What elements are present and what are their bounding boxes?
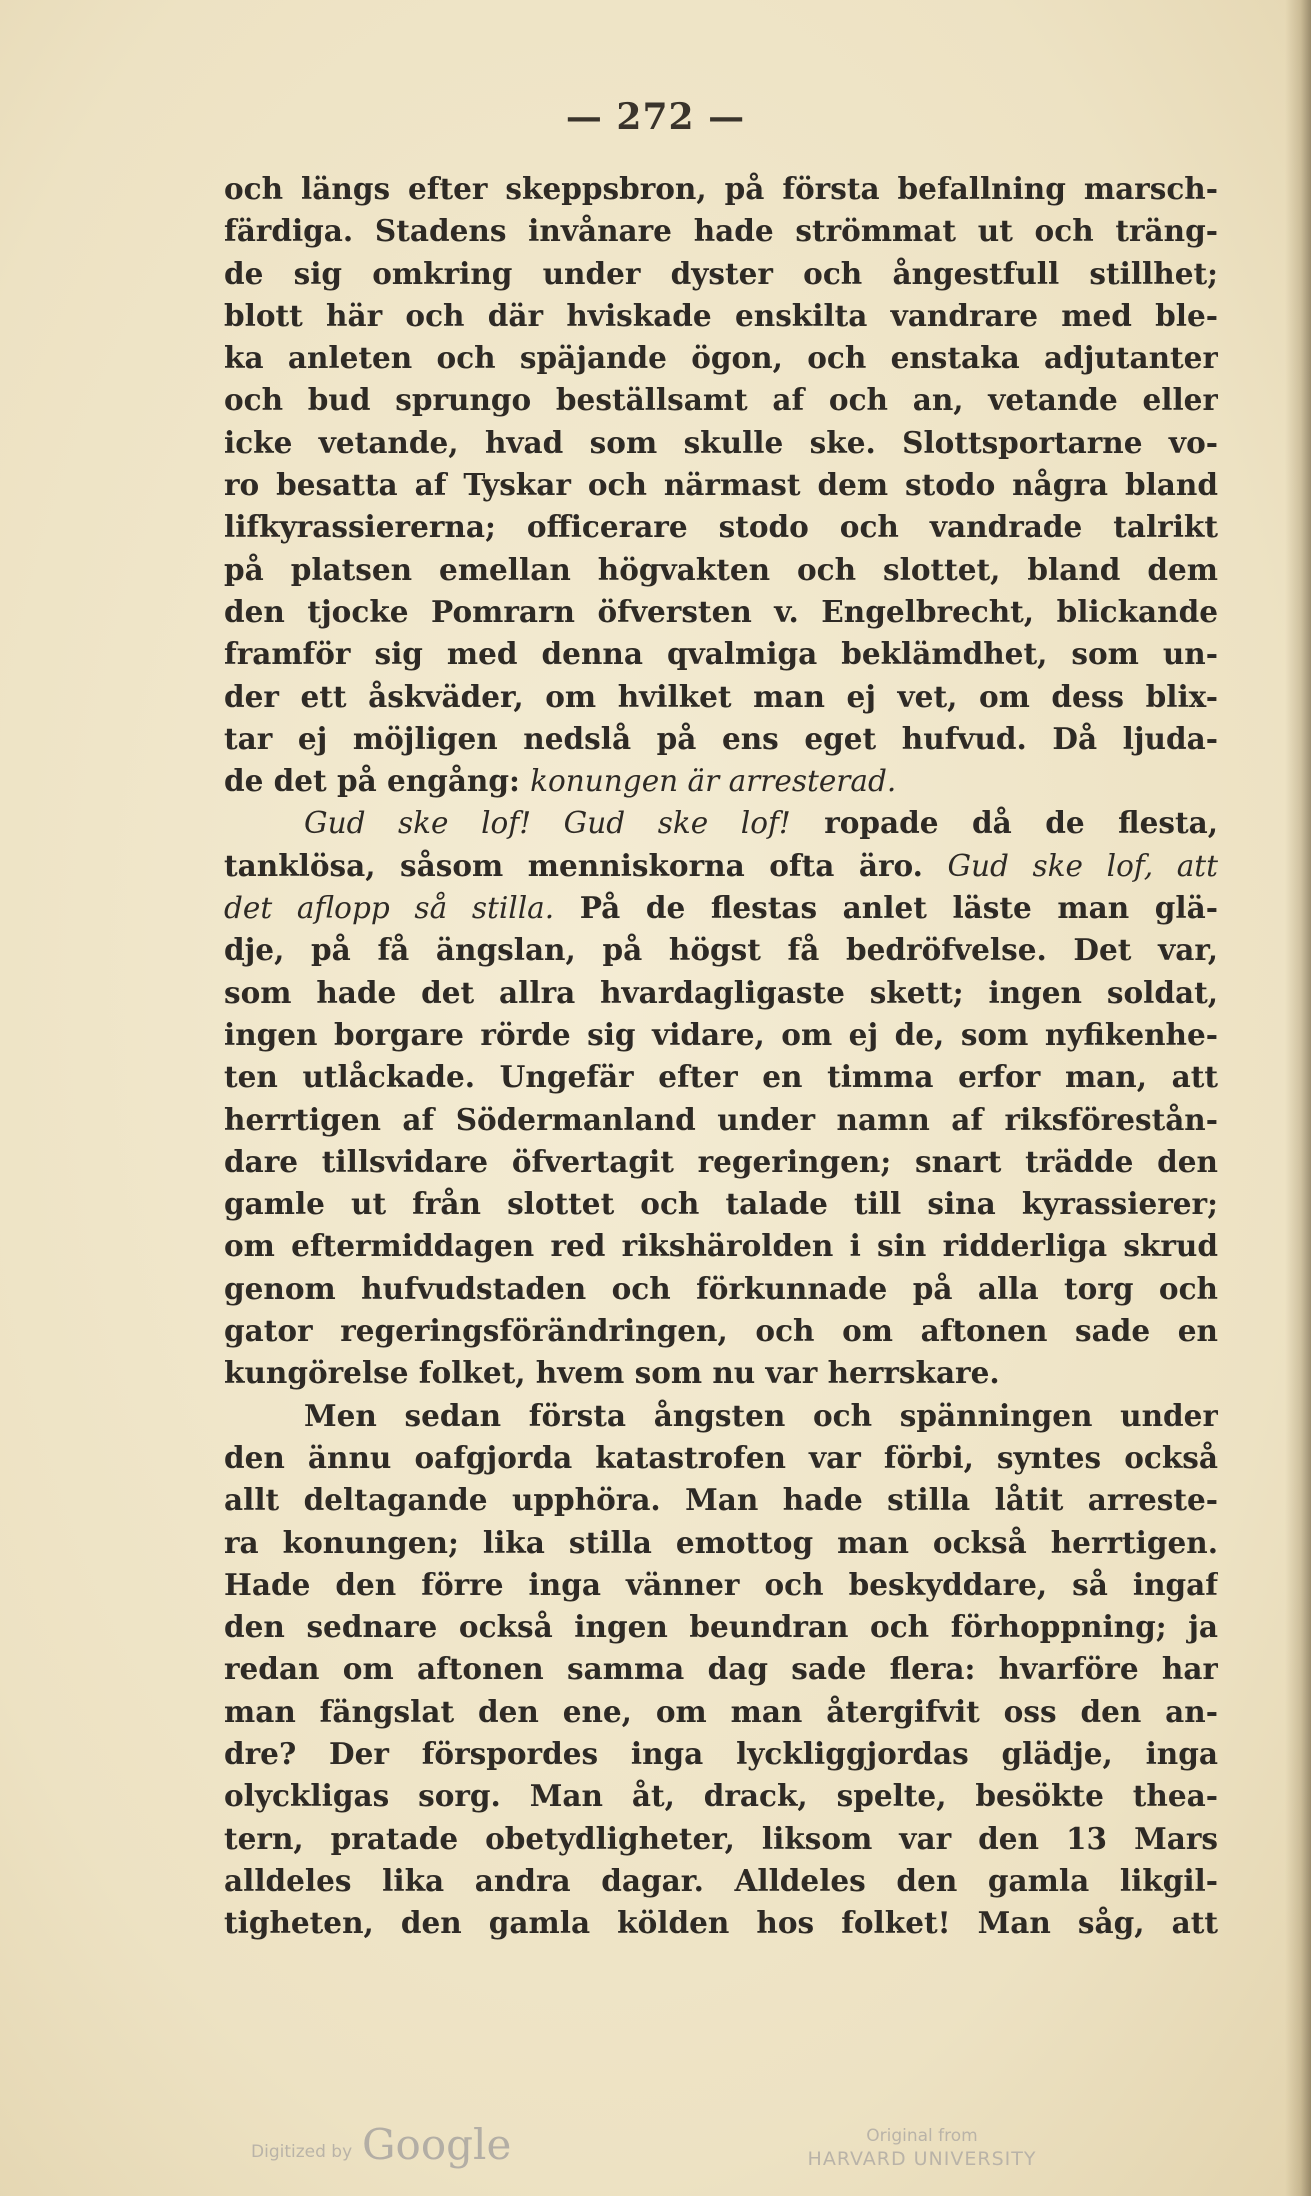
text-line <box>224 1564 1218 1606</box>
text-segment: gator regeringsförändringen, och om aftonen sade en <box>224 1313 1218 1349</box>
text-line <box>224 929 1218 971</box>
text-segment: och längs efter skeppsbron, på första befallning marsch- <box>224 171 1218 206</box>
text-segment: den tjocke Pomrarn öfversten v. Engelbrecht, blickande <box>224 593 1218 629</box>
text-segment: redan om aftonen samma dag sade flera: hvarföre har <box>224 1651 1218 1687</box>
text-line <box>224 549 1218 591</box>
text-line <box>224 633 1218 675</box>
google-logo: Google <box>362 2120 512 2169</box>
text-line <box>224 1691 1218 1733</box>
text-line <box>224 1099 1218 1141</box>
text-segment: den sednare också ingen beundran och förhoppning; ja <box>224 1609 1218 1645</box>
text-line <box>224 1268 1218 1310</box>
text-segment: på platsen emellan högvakten och slottet, bland dem <box>224 551 1218 587</box>
digitization-footer <box>0 2120 1311 2180</box>
text-line <box>224 1056 1218 1098</box>
page-edge-shadow <box>1285 0 1311 2196</box>
text-segment: tanklösa, såsom menniskorna ofta äro. <box>224 847 948 883</box>
text-line <box>224 1522 1218 1564</box>
text-segment: herrtigen af Södermanland under namn af riksförestån- <box>224 1101 1218 1137</box>
text-segment: ra konungen; lika stilla emottog man också herrtigen. <box>224 1524 1218 1560</box>
text-line <box>224 1352 1218 1394</box>
text-segment: tigheten, den gamla kölden hos folket! Man såg, att <box>224 1905 1218 1941</box>
text-line <box>224 845 1218 887</box>
text-segment: färdiga. Stadens invånare hade strömmat ut och träng- <box>224 213 1218 249</box>
text-line <box>224 1395 1218 1437</box>
text-segment: Men sedan första ångsten och spänningen under <box>304 1397 1218 1433</box>
page-number: — 272 — <box>565 96 746 138</box>
text-segment: och bud sprungo beställsamt af och an, vetande eller <box>224 382 1218 418</box>
text-segment: som hade det allra hvardagligaste skett; ingen soldat, <box>224 974 1218 1010</box>
text-segment: allt deltagande upphöra. Man hade stilla låtit arreste- <box>224 1482 1218 1518</box>
text-line <box>224 253 1218 295</box>
text-line <box>224 1225 1218 1267</box>
italic-text: Gud ske lof! Gud ske lof! <box>304 806 791 841</box>
text-segment: lifkyrassiererna; officerare stodo och vandrade talrikt <box>224 509 1218 545</box>
text-segment: Hade den förre inga vänner och beskyddare, så ingaf <box>224 1566 1218 1602</box>
text-line <box>224 464 1218 506</box>
text-line <box>224 1437 1218 1479</box>
text-segment: ingen borgare rörde sig vidare, om ej de, som nyfikenhe- <box>224 1016 1218 1052</box>
text-segment: den ännu oafgjorda katastrofen var förbi, syntes också <box>224 1439 1218 1475</box>
text-segment: gamle ut från slottet och talade till sina kyrassierer; <box>224 1186 1218 1222</box>
text-segment: ropade då de flesta, <box>790 805 1218 841</box>
text-segment: olyckligas sorg. Man åt, drack, spelte, besökte thea- <box>224 1778 1218 1814</box>
text-line <box>224 591 1218 633</box>
text-segment: de det på engång: <box>224 763 531 799</box>
text-line <box>224 422 1218 464</box>
text-line <box>224 972 1218 1014</box>
text-line <box>224 210 1218 252</box>
text-line <box>224 337 1218 379</box>
text-segment: dje, på få ängslan, på högst få bedröfvelse. Det var, <box>224 932 1218 968</box>
text-segment: tern, pratade obetydligheter, liksom var den 13 Mars <box>224 1820 1218 1856</box>
text-segment: framför sig med denna qvalmiga beklämdhet, som un- <box>224 636 1218 672</box>
text-segment: der ett åskväder, om hvilket man ej vet, om dess blix- <box>224 678 1218 714</box>
text-line <box>224 1818 1218 1860</box>
italic-text: konungen är arresterad. <box>530 764 897 799</box>
text-segment: man fängslat den ene, om man återgifvit oss den an- <box>224 1693 1218 1729</box>
digitized-by-label: Digitized by <box>251 2142 353 2162</box>
text-segment: ka anleten och späjande ögon, och enstaka adjutanter <box>224 340 1218 376</box>
text-segment: På de flestas anlet läste man glä- <box>554 890 1218 926</box>
text-segment: blott här och där hviskade enskilta vandrare med ble- <box>224 297 1218 333</box>
text-line <box>224 1183 1218 1225</box>
text-segment: de sig omkring under dyster och ångestfull stillhet; <box>224 255 1218 291</box>
text-segment: tar ej möjligen nedslå på ens eget hufvud. Då ljuda- <box>224 720 1218 756</box>
text-line <box>224 1902 1218 1944</box>
text-segment: dare tillsvidare öfvertagit regeringen; snart trädde den <box>224 1143 1218 1179</box>
text-line <box>224 676 1218 718</box>
text-line <box>224 1310 1218 1352</box>
italic-text: det aflopp så stilla. <box>224 891 555 926</box>
text-line <box>224 1479 1218 1521</box>
text-line <box>224 1860 1218 1902</box>
text-line <box>224 1733 1218 1775</box>
text-line <box>224 802 1218 844</box>
text-line <box>224 1141 1218 1183</box>
source-library-label: HARVARD UNIVERSITY <box>807 2148 1037 2170</box>
text-line <box>224 506 1218 548</box>
text-line <box>224 168 1218 210</box>
text-line <box>224 1648 1218 1690</box>
text-segment: dre? Der förspordes inga lyckliggjordas glädje, inga <box>224 1735 1218 1771</box>
text-segment: ten utlåckade. Ungefär efter en timma erfor man, att <box>224 1059 1218 1095</box>
text-line <box>224 379 1218 421</box>
text-segment: ro besatta af Tyskar och närmast dem stodo några bland <box>224 467 1218 503</box>
text-segment: genom hufvudstaden och förkunnade på alla torg och <box>224 1270 1218 1306</box>
text-line <box>224 1606 1218 1648</box>
text-segment: icke vetande, hvad som skulle ske. Slottsportarne vo- <box>224 424 1218 460</box>
text-line <box>224 295 1218 337</box>
text-line <box>224 1775 1218 1817</box>
text-segment: kungörelse folket, hvem som nu var herrskare. <box>224 1355 1000 1391</box>
body-text <box>224 168 1218 1944</box>
text-line <box>224 718 1218 760</box>
text-line <box>224 1014 1218 1056</box>
original-from-label: Original from <box>866 2126 978 2146</box>
text-segment: alldeles lika andra dagar. Alldeles den gamla likgil- <box>224 1862 1218 1898</box>
text-line <box>224 887 1218 929</box>
italic-text: Gud ske lof, att <box>947 848 1218 883</box>
text-line <box>224 760 1218 802</box>
text-segment: om eftermiddagen red rikshärolden i sin ridderliga skrud <box>224 1228 1218 1264</box>
